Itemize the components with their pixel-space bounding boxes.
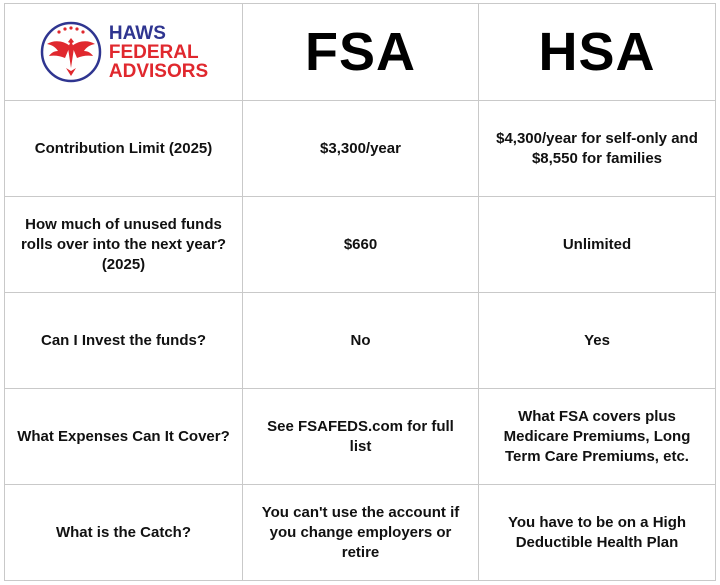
row-hsa-contribution: $4,300/year for self-only and $8,550 for families xyxy=(479,101,715,197)
eagle-emblem-icon xyxy=(39,20,103,84)
comparison-table xyxy=(4,3,716,581)
row-fsa-rollover: $660 xyxy=(243,197,479,293)
header-hsa-label: HSA xyxy=(538,22,656,82)
header-fsa xyxy=(243,4,479,101)
row-label-invest: Can I Invest the funds? xyxy=(5,293,243,389)
row-fsa-expenses: See FSAFEDS.com for full list xyxy=(243,389,479,485)
row-hsa-rollover: Unlimited xyxy=(479,197,715,293)
row-label-expenses: What Expenses Can It Cover? xyxy=(5,389,243,485)
header-fsa-label: FSA xyxy=(305,22,416,82)
logo-text-haws: HAWS xyxy=(108,22,166,44)
logo-cell xyxy=(5,4,243,101)
row-hsa-expenses: What FSA covers plus Medicare Premiums, Long Term Care Premiums, etc. xyxy=(479,389,715,485)
logo-text-federal: FEDERAL xyxy=(108,41,199,63)
header-hsa xyxy=(479,4,715,101)
row-hsa-catch: You have to be on a High Deductible Health Plan xyxy=(507,513,687,551)
row-fsa-contribution: $3,300/year xyxy=(243,101,479,197)
haws-logo xyxy=(39,20,208,84)
row-label-catch: What is the Catch? xyxy=(5,485,243,580)
row-label-rollover: How much of unused funds rolls over into the next year? (2025) xyxy=(5,197,243,293)
row-label-contribution: Contribution Limit (2025) xyxy=(5,101,243,197)
row-fsa-catch: You can't use the account if you change employers or retire xyxy=(243,485,479,580)
row-hsa-invest: Yes xyxy=(479,293,715,389)
logo-text-advisors: ADVISORS xyxy=(108,60,209,82)
row-fsa-invest: No xyxy=(243,293,479,389)
